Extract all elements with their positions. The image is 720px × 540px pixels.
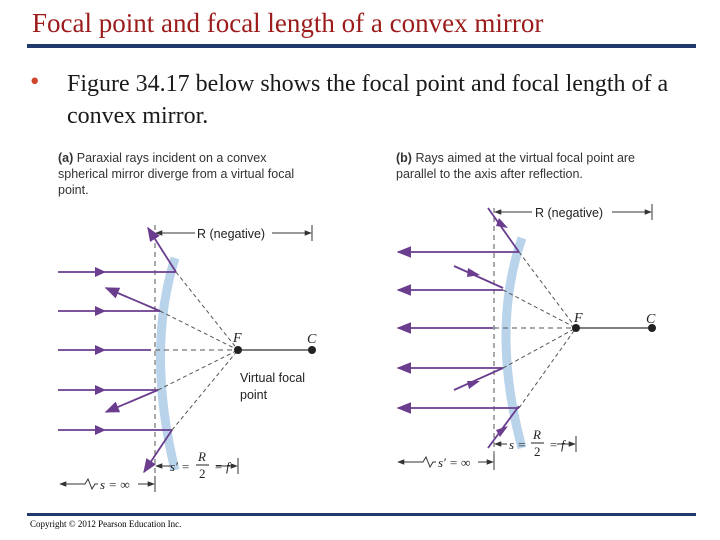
- figure-a-s-dim-left: [60, 479, 98, 489]
- figure-b-aim-line: [519, 252, 576, 328]
- figure-b-s-eq: s =: [509, 437, 527, 452]
- figure-a-virtual-focal-label-1: Virtual focal: [240, 371, 306, 385]
- figure-b-tag: (b): [396, 151, 412, 165]
- figure-a-arrowhead: [95, 267, 106, 277]
- figure-b-s-dim-left: [398, 457, 436, 467]
- figure-a-F-label: F: [233, 331, 242, 346]
- figure-a-arrowhead: [95, 425, 106, 435]
- figure-b: [398, 204, 656, 470]
- figure-a-virtual-focal-label-2: point: [240, 388, 268, 402]
- figure-b-R-label: R (negative): [535, 206, 604, 220]
- figure-b-C-label: C: [646, 312, 656, 327]
- figure-a: [58, 225, 317, 492]
- bullet-text: Figure 34.17 below shows the focal point and focal length of a convex mirror.: [67, 71, 669, 129]
- figure-a-frac-num: R: [198, 449, 206, 464]
- figure-b-arrowhead: [467, 268, 480, 277]
- figure-a-virtual-extension: [160, 311, 238, 350]
- figure-a-virtual-extension: [172, 350, 238, 430]
- figure-a-virtual-extension: [158, 350, 238, 390]
- figure-a-reflected-ray-4: [106, 390, 158, 412]
- figure-b-incident-ray-2: [454, 266, 503, 288]
- figure-b-eq-f: = f: [549, 437, 565, 452]
- figure-a-arrowhead: [95, 306, 106, 316]
- figure-a-reflected-ray-2: [106, 288, 160, 311]
- figure-a-frac-den: 2: [199, 466, 206, 481]
- figure-a-s-infinity: s = ∞: [100, 477, 130, 492]
- figure-a-R-label: R (negative): [197, 227, 266, 241]
- figure-a-C-label: C: [307, 332, 317, 347]
- slide-title: Focal point and focal length of a convex mirror: [32, 8, 544, 38]
- figure-a-mirror: [161, 258, 176, 470]
- figure-a-center-point: [308, 346, 316, 354]
- figure-b-incident-ray-4: [454, 368, 503, 390]
- figure-a-caption-text: Paraxial rays incident on a convex spherical mirror diverge from a virtual focal point.: [58, 151, 295, 197]
- figure-b-s-prime-infinity: s′ = ∞: [438, 455, 471, 470]
- figure-b-F-label: F: [574, 311, 583, 326]
- figure-a-focal-point: [234, 346, 242, 354]
- figure-b-mirror: [506, 238, 522, 448]
- figure-b-frac-den: 2: [534, 444, 541, 459]
- bullet-marker: •: [30, 66, 40, 96]
- figure-b-aim-line: [519, 328, 576, 408]
- figure-a-arrowhead: [95, 345, 106, 355]
- footer-rule: [27, 513, 696, 516]
- figure-b-aim-line: [503, 290, 576, 328]
- figure-a-virtual-extension: [176, 272, 238, 350]
- figure-b-caption-text: Rays aimed at the virtual focal point are parallel to the axis after reflection.: [396, 151, 636, 181]
- figure-b-incident-ray-1: [488, 208, 519, 252]
- figure-b-arrowhead: [496, 218, 508, 228]
- figure-b-frac-num: R: [533, 427, 541, 442]
- copyright-footer: Copyright © 2012 Pearson Education Inc.: [30, 519, 182, 529]
- figure-b-arrowhead: [467, 381, 480, 389]
- figure-b-aim-line: [503, 328, 576, 368]
- figure-a-reflected-ray-1: [148, 228, 176, 272]
- figure-a-eq-f: = f: [214, 459, 230, 474]
- figure-a-tag: (a): [58, 151, 74, 165]
- figure-a-s-prime: s′ =: [170, 459, 190, 474]
- figure-a-arrowhead: [95, 385, 106, 395]
